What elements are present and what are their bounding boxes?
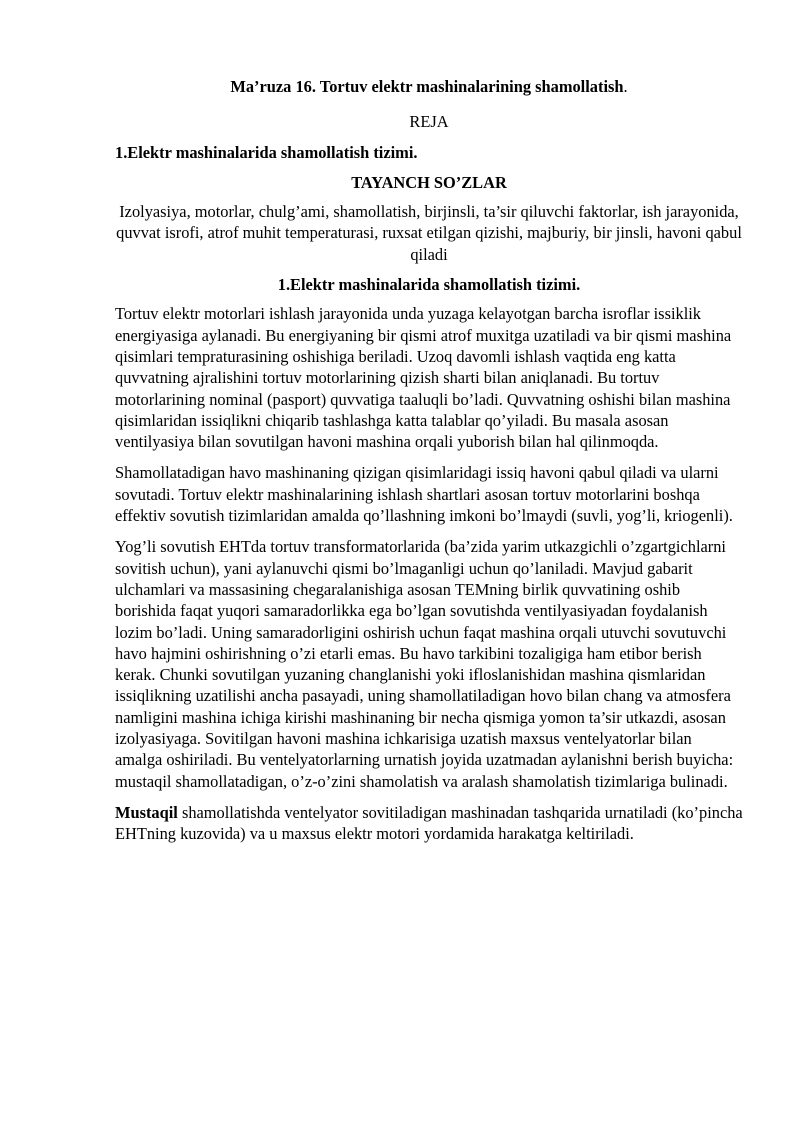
plan-heading: REJA [409, 112, 449, 132]
paragraph-4-text: shamollatishda ventelyator sovitiladigan mashinadan tashqarida urnatiladi (ko’pincha EHTning kuzovida) va u maxsus elektr motori yordamida harakatga keltiriladi. [115, 802, 743, 844]
document-page [115, 76, 743, 855]
section-heading: 1.Elektr mashinalarida shamollatish tizimi. [277, 275, 581, 295]
lecture-title [115, 76, 743, 97]
lecture-title-period: . [623, 77, 628, 96]
keywords-heading: TAYANCH SO’ZLAR [351, 172, 507, 192]
keywords-text: Izolyasiya, motorlar, chulg’ami, shamollatish, birjinsli, ta’sir qiluvchi faktorlar, ish jarayonida, quvvat isrofi, atrof muhit temperaturasi, ruxsat etilgan qizishi, majburiy, bir jinsli, havoni qabul qiladi [116, 202, 742, 264]
paragraph-4-bold-lead: Mustaqil [115, 802, 178, 822]
paragraph-3: Yog’li sovutish EHTda tortuv transformatorlarida (ba’zida yarim utkazgichli o’zgartgichlarni sovitish uchun), yani aylanuvchi qismi bo’lmaganligi uchun qo’laniladi. Mavjud gabarit ulchamlari va massasining chegaralanishiga asosan TEMning birlik quvvatining oshib borishida faqat yuqori samaradorlikka ega bo’lgan sovutishda ventilyasiyadan foydalanish lozim bo’ladi. Uning samaradorligini oshirish uchun faqat mashina orqali utuvchi sovutuvchi havo hajmini oshirishning o’zi etarli emas. Bu havo tarkibini tozaligiga ham etibor berish kerak. Chunki sovutilgan yuzaning changlanishi yoki ifloslanishidan mashina qismlaridan issiqlikning uzatilishi ancha pasayadi, uning shamollatiladigan hovo bilan chang va atmosfera namligini mashina ichiga kirishi mashinaning bir necha qismiga yomon ta’sir utkazdi, asosan izolyasiyaga. Sovitilgan havoni mashina ichkarisiga uzatish maxsus ventelyatorlar bilan amalga oshiriladi. Bu ventelyatorlarning urnatish joyida uzatmadan aylanishni berish buyicha: mustaqil shamollatadigan, o’z-o’zini shamolatish va aralash shamolatish tizimlariga bulinadi. [115, 537, 734, 791]
lecture-title-text: Ma’ruza 16. Tortuv elektr mashinalarining shamollatish [230, 77, 624, 96]
paragraph-1: Tortuv elektr motorlari ishlash jarayonida unda yuzaga kelayotgan barcha isroflar issiklik energiyasiga aylanadi. Bu energiyaning bir qismi atrof muxitga uzatiladi va bir qismi mashina qisimlari tempraturasining oshishiga beriladi. Uzoq davomli ishlash vaqtida eng katta quvvatning ajralishini tortuv motorlarining qizish sharti bilan aniqlanadi. Bu tortuv motorlarining nominal (pasport) quvvatiga taaluqli bo’ladi. Quvvatning oshishi bilan mashina qisimlaridan issiqlikni chiqarib tashlashga katta talablar qo’yiladi. Bu masala asosan ventilyasiya bilan sovutilgan havoni mashina orqali yuborish bilan hal qilinmoqda. [115, 304, 732, 452]
paragraph-2: Shamollatadigan havo mashinaning qizigan qisimlaridagi issiq havoni qabul qiladi va ularni sovutadi. Tortuv elektr mashinalarining ishlash shartlari asosan tortuv motorlarini boshqa effektiv sovutish tizimlaridan amalda qo’llashning imkoni bo’lmaydi (suvli, yog’li, kriogenli). [115, 463, 733, 526]
paragraph-4 [115, 802, 743, 845]
plan-item: 1.Elektr mashinalarida shamollatish tizimi. [115, 142, 418, 162]
